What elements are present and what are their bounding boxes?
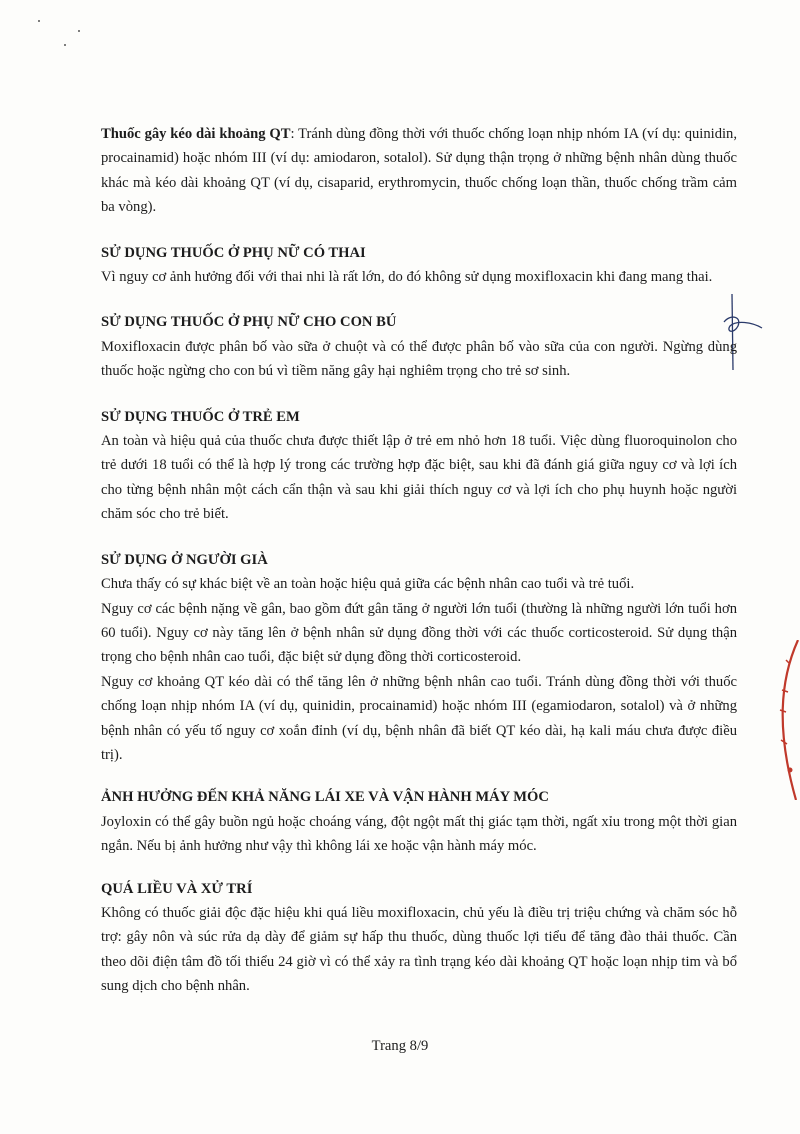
section-paragraph: Nguy cơ các bệnh nặng về gân, bao gồm đứt gân tăng ở người lớn tuổi (thường là những người lớn tuổi hơn 60 tuổi). Nguy cơ này tăng lên ở bệnh nhân sử dụng đồng thời với các thuốc corticosteroid. Sử dụng thận trọng cho bệnh nhân cao tuổi, đặc biệt sử dụng đồng thời corticosteroid. [101,600,737,666]
scan-speck [64,44,66,46]
section-heading-elderly: SỬ DỤNG Ở NGƯỜI GIÀ [101,551,268,568]
section-heading-breastfeeding: SỬ DỤNG THUỐC Ở PHỤ NỮ CHO CON BÚ [101,314,397,331]
section-paragraph: Vì nguy cơ ảnh hưởng đối với thai nhi là rất lớn, do đó không sử dụng moxifloxacin khi đang mang thai. [101,269,713,286]
section-heading-pregnancy: SỬ DỤNG THUỐC Ở PHỤ NỮ CÓ THAI [101,244,366,261]
document-body [101,122,737,999]
section-paragraph: Chưa thấy có sự khác biệt về an toàn hoặc hiệu quả giữa các bệnh nhân cao tuổi và trẻ tuổi. [101,576,635,593]
scan-speck [38,20,40,22]
section-paragraph: Không có thuốc giải độc đặc hiệu khi quá liều moxifloxacin, chủ yếu là điều trị triệu chứng và chăm sóc hỗ trợ: gây nôn và súc rửa dạ dày để giảm sự hấp thu thuốc, dùng thuốc lợi tiểu để tăng đào thải thuốc. Cần theo dõi điện tâm đồ tối thiểu 24 giờ vì có thể xảy ra tình trạng kéo dài khoảng QT hoặc loạn nhịp tim và bổ sung dịch cho bệnh nhân. [101,904,737,995]
section-paragraph: Joyloxin có thể gây buồn ngủ hoặc choáng váng, đột ngột mất thị giác tạm thời, ngất xỉu trong một thời gian ngắn. Nếu bị ảnh hưởng như vậy thì không lái xe hoặc vận hành máy móc. [101,813,737,855]
section-heading-overdose: QUÁ LIỀU VÀ XỬ TRÍ [101,880,253,897]
section-paragraph: Nguy cơ khoảng QT kéo dài có thể tăng lên ở những bệnh nhân cao tuổi. Tránh dùng đồng thời với thuốc chống loạn nhịp nhóm IA (ví dụ, quinidin, procainamid) hoặc nhóm III (egamiodaron, sotalol) và ở những bệnh nhân có yếu tố nguy cơ xoắn đỉnh (ví dụ, bệnh nhân đã biết QT kéo dài, hạ kali máu chưa được điều trị). [101,673,737,763]
qt-lead: Thuốc gây kéo dài khoảng QT [101,126,291,142]
qt-text: : Tránh dùng đồng thời với thuốc chống loạn nhịp nhóm IA (ví dụ: quinidin, procainamid) hoặc nhóm III (ví dụ: amiodaron, sotalol). Sử dụng thận trọng ở những bệnh nhân dùng thuốc khác mà kéo dài khoảng QT (ví dụ, cisaparid, erythromycin, thuốc chống loạn thần, thuốc chống trầm cảm ba vòng). [101,126,737,216]
qt-paragraph [101,122,737,220]
page-number: Trang 8/9 [371,1038,429,1054]
section-paragraph: Moxifloxacin được phân bố vào sữa ở chuột và có thể được phân bố vào sữa của con người. Ngừng dùng thuốc hoặc ngừng cho con bú vì tiềm năng gây hại nghiêm trọng cho trẻ sơ sinh. [101,338,737,380]
section-heading-driving: ẢNH HƯỞNG ĐẾN KHẢ NĂNG LÁI XE VÀ VẬN HÀNH MÁY MÓC [101,789,549,806]
section-paragraph: An toàn và hiệu quả của thuốc chưa được thiết lập ở trẻ em nhỏ hơn 18 tuổi. Việc dùng fluoroquinolon cho trẻ dưới 18 tuổi có thể là hợp lý trong các trường hợp đặc biệt, sau khi đã đánh giá giữa nguy cơ và lợi ích cho từng bệnh nhân một cách cẩn thận và sau khi giải thích nguy cơ và lợi ích cho phụ huynh hoặc người chăm sóc cho trẻ biết. [101,433,737,523]
stamp-mark [772,640,800,800]
section-heading-children: SỬ DỤNG THUỐC Ở TRẺ EM [101,408,300,425]
scan-speck [78,30,80,32]
